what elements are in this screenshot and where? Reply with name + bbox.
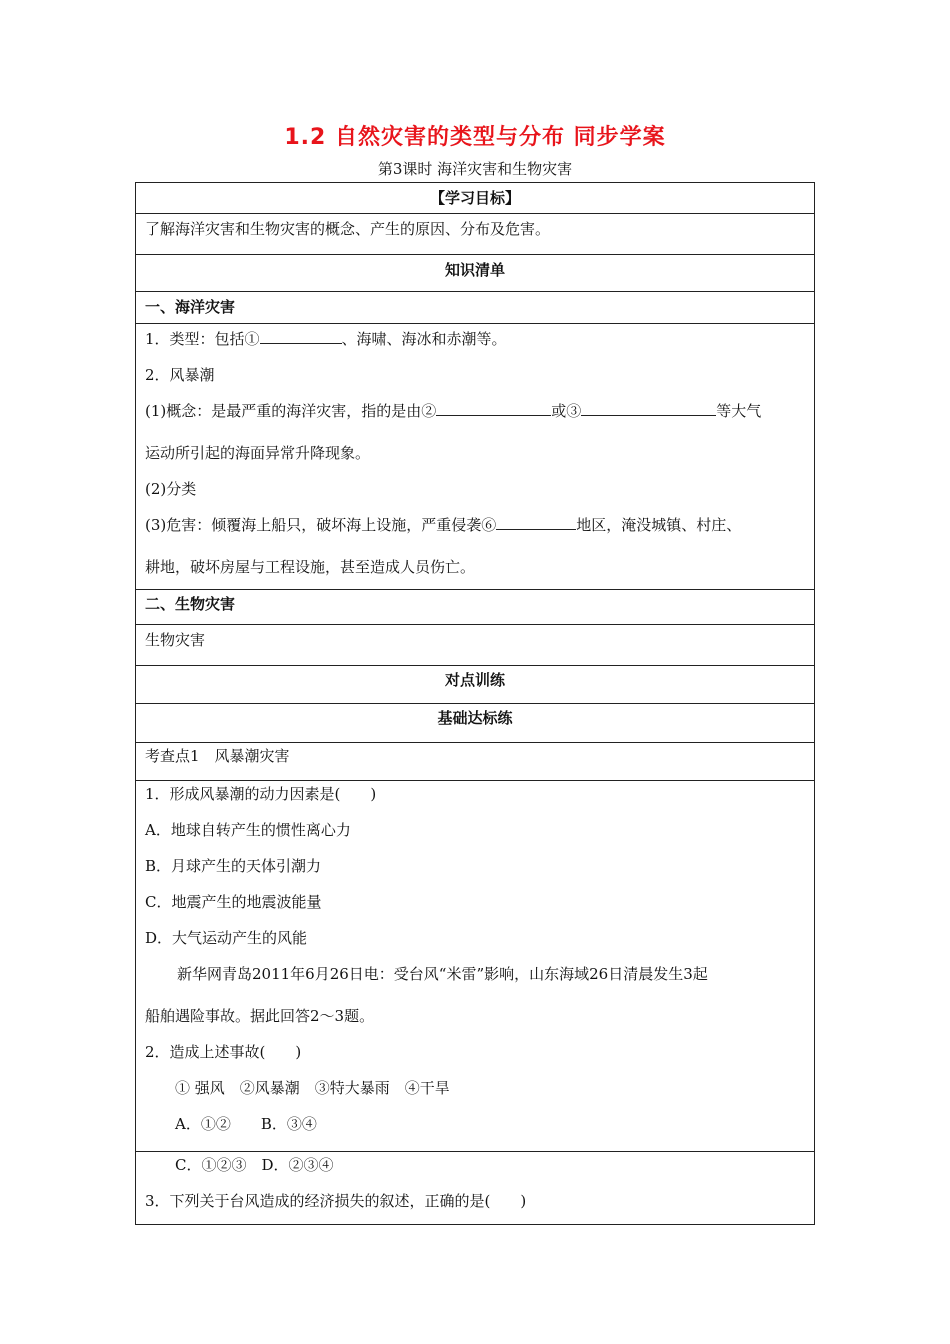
basic-training-heading: 基础达标练 xyxy=(136,704,814,743)
concept-text-c: 等大气 xyxy=(716,402,762,420)
type-text-a: 1．类型：包括① xyxy=(145,330,260,348)
harm-line xyxy=(145,512,814,554)
q2-options-ab: A．①② B．③④ xyxy=(175,1115,317,1133)
concept-continuation: 运动所引起的海面异常升降现象。 xyxy=(145,444,371,462)
harm-text-a: (3)危害：倾覆海上船只，破坏海上设施，严重侵袭⑥ xyxy=(145,516,497,534)
goals-heading: 【学习目标】 xyxy=(136,183,814,214)
document-title: 1.2 自然灾害的类型与分布 同步学案 xyxy=(284,125,666,150)
q1-option-b: B．月球产生的天体引潮力 xyxy=(145,857,322,875)
ocean-disaster-content xyxy=(136,324,814,590)
storm-surge-title: 2．风暴潮 xyxy=(145,366,215,384)
type-line xyxy=(145,324,814,362)
q2-items: ① 强风 ②风暴潮 ③特大暴雨 ④干旱 xyxy=(175,1079,450,1097)
worksheet-table xyxy=(135,182,815,1225)
concept-text-a: (1)概念：是最严重的海洋灾害，指的是由② xyxy=(145,402,437,420)
questions-block xyxy=(136,781,814,1152)
classify-line: (2)分类 xyxy=(145,480,197,498)
blank-2 xyxy=(436,401,551,416)
passage-line-1: 新华网青岛2011年6月26日电：受台风“米雷”影响，山东海域26日清晨发生3起 xyxy=(177,965,708,983)
q3-stem: 3．下列关于台风造成的经济损失的叙述，正确的是( ) xyxy=(145,1192,527,1210)
questions-block-2 xyxy=(136,1152,814,1224)
section-ocean-title: 一、海洋灾害 xyxy=(136,292,814,324)
blank-1 xyxy=(260,329,342,344)
blank-3 xyxy=(581,401,716,416)
section-bio-text: 生物灾害 xyxy=(136,625,814,666)
harm-text-b: 地区，淹没城镇、村庄、 xyxy=(576,516,742,534)
harm-continuation: 耕地，破坏房屋与工程设施，甚至造成人员伤亡。 xyxy=(145,558,476,576)
q1-option-a: A．地球自转产生的惯性离心力 xyxy=(145,821,351,839)
q1-stem: 1．形成风暴潮的动力因素是( ) xyxy=(145,785,377,803)
q2-stem: 2．造成上述事故( ) xyxy=(145,1043,302,1061)
type-text-b: 、海啸、海冰和赤潮等。 xyxy=(341,330,507,348)
q2-options-cd: C．①②③ D．②③④ xyxy=(175,1156,334,1174)
goals-text: 了解海洋灾害和生物灾害的概念、产生的原因、分布及危害。 xyxy=(136,214,814,255)
concept-line xyxy=(145,398,814,440)
q1-option-c: C．地震产生的地震波能量 xyxy=(145,893,322,911)
blank-4 xyxy=(496,515,576,530)
q1-option-d: D．大气运动产生的风能 xyxy=(145,929,308,947)
document-subtitle: 第3课时 海洋灾害和生物灾害 xyxy=(377,160,573,178)
section-bio-title: 二、生物灾害 xyxy=(136,590,814,625)
passage-line-2: 船舶遇险事故。据此回答2～3题。 xyxy=(145,1007,375,1025)
concept-text-b: 或③ xyxy=(551,402,582,420)
knowledge-heading: 知识清单 xyxy=(136,255,814,292)
topic-line: 考查点1 风暴潮灾害 xyxy=(136,743,814,781)
training-heading: 对点训练 xyxy=(136,666,814,704)
